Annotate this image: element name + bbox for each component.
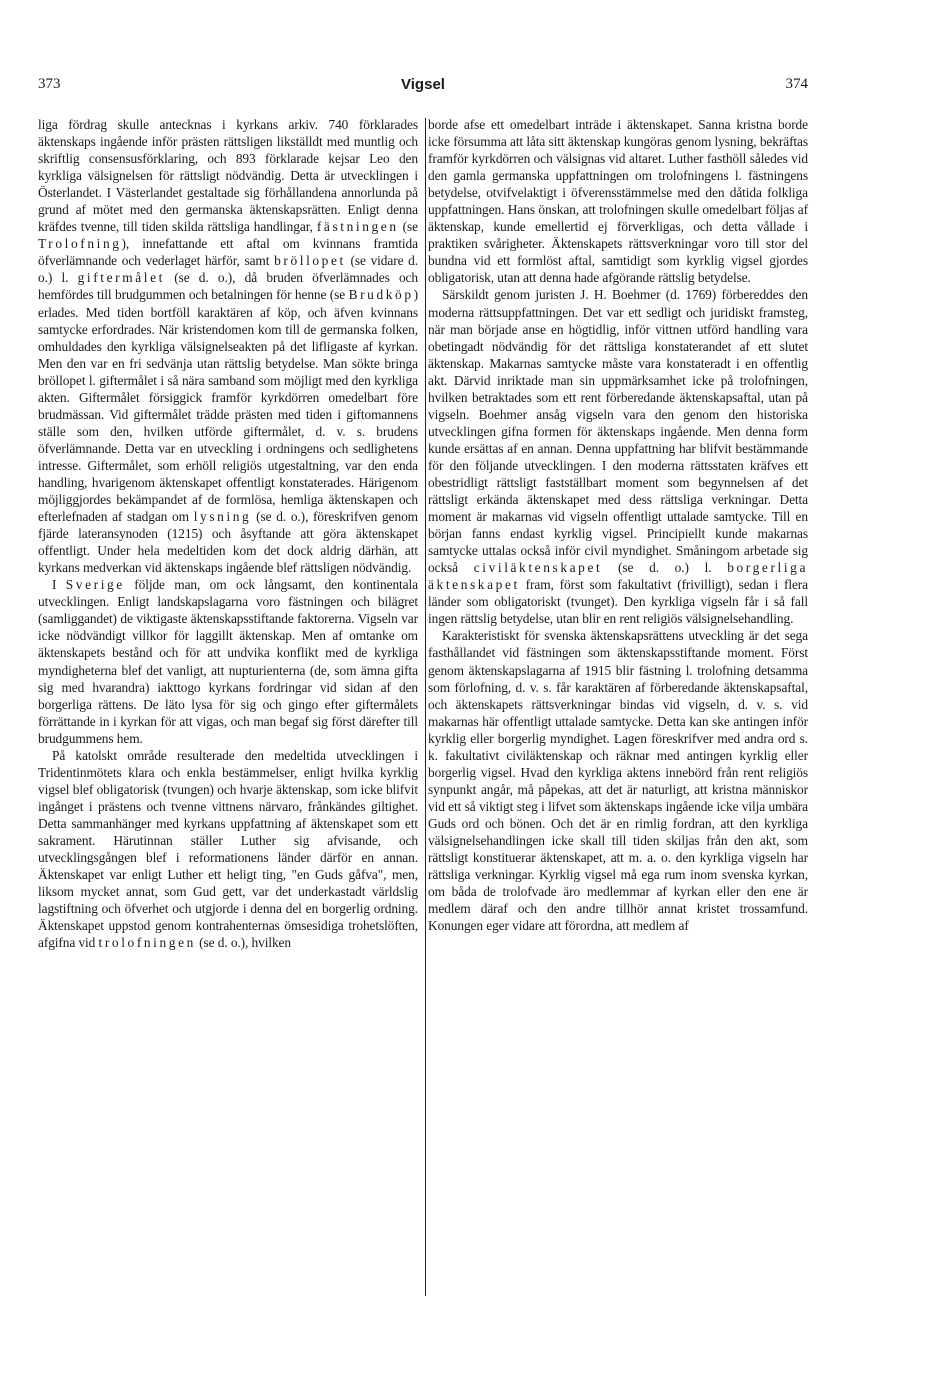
- running-title: Vigsel: [401, 76, 445, 93]
- text-run: (se d. o.), föreskrifven genom fjärde lateransynoden (1215) och åsyftande att göra äktenskapet offentligt. Under hela medeltiden kom det dock aldrig därhän, att kyrkans medverkan vid äktenskaps ingående blef rättsligen nödvändig.: [38, 509, 418, 576]
- text-run: I: [52, 577, 66, 593]
- spaced-term: Trolofning: [38, 236, 122, 252]
- spaced-term: lysning: [193, 509, 252, 525]
- spaced-term: Sverige: [65, 577, 125, 593]
- text-run: (se d. o.) l.: [602, 560, 728, 576]
- page-header: [38, 76, 808, 100]
- spaced-term: trolofningen: [98, 935, 196, 951]
- text-run: Karakteristiskt för svenska äktenskapsrättens utveckling är det sega fasthållandet vid fästningen som äktenskapsstiftande moment. Först genom äktenskapslagarna af 1915 blir fästning l. trolofning detsamma som förlofning, d. v. s. får karaktären af förberedande äktenskapsaftal, och äktenskapets rättsverkningar bindas vid vigseln, d. v. s. vid makarnas här offentligt uttalade samtycke. Detta kan ske antingen inför kyrklig eller borgerlig myndighet. Lagen föreskrifver med andra ord s. k. fakultativt civiläktenskap och räknar med antingen kyrklig eller borgerlig vigsel. Hvad den kyrkliga aktens innebörd från rent religiös synpunkt angår, må påpekas, att det är naturligt, att kristna människor vid ett så viktigt steg i lifvet som äktenskaps ingående icke vilja umbära Guds ord och bönen. Och det är en rimlig fordran, att den kyrkliga välsignelsehandlingen icke skall till tiden skiljas från den akt, som rättsligt konstituerar äktenskapet, att m. a. o. den kyrkliga vigseln har rättsliga verkningar. Kyrklig vigsel må ega rum inom svenska kyrkan, om båda de trolofvade äro medlemmar af kyrkan eller den ene är medlem däraf och den andre tillhör annat kristet trossamfund. Konungen eger vidare att förordna, att medlem af: [428, 628, 808, 934]
- text-run: Särskildt genom juristen J. H. Boehmer (d. 1769) förbereddes den moderna rättsuppfattningen. Det var ett sedligt och juridiskt framsteg, när man började anse en högtidlig, inför vittnen utförd handling vara obetingadt nödvändig för det rättsliga konstaterandet af ett slutet äktenskap. Makarnas samtycke måste vara konstateradt i en offentlig akt. Därvid inriktade man sin uppmärksamhet icke på trolofningen, hvilken betraktades som ett rent förberedande äktenskapsaftal, utan på vigseln. Boehmer ansåg vigseln vara den genom den historiska utvecklingen gifna formen för äktenskaps ingående. Men denna form kunde ersättas af en annan. Denna uppfattning har blifvit bestämmande för den följande utvecklingen. I den moderna rättsstaten kräfves ett obestridligt rättsligt fastställbart moment som begynnelsen af det rättsligt erkända äktenskapet med dess rättsliga verkningar. Detta moment är makarnas vid vigseln offentligt uttalade samtycke. Till en början fanns endast kyrklig vigsel. Principiellt kunde makarnas samtycke uttalas också inför civil myndighet. Småningom arbetade sig också: [428, 287, 808, 576]
- paragraph: [38, 747, 418, 952]
- spaced-term: fästningen: [316, 219, 399, 235]
- text-run: borde afse ett omedelbart inträde i äktenskapet. Sanna kristna borde icke försumma att låta sitt äktenskap kungöras genom lysning, bekräftas framför kyrkdörren och välsignas vid altaret. Luther fasthöll således vid den gamla germanska uppfattningen om trolofningens l. fästningens betydelse, otvifvelaktigt i öfverensstämmelse med den dåtida folkliga uppfattningen. Hans önskan, att trolofningen skulle omedelbart följas af äktenskap, kunde emellertid ej förverkligas, och detta vållade i praktiken svårigheter. Äktenskapets rättsverkningar voro till stor del bundna vid ett formlöst aftal, samtidigt som kyrklig vigsel gjordes obligatorisk, utan att denna hade afgörande rättslig betydelse.: [428, 117, 808, 286]
- text-column-left: [38, 116, 418, 951]
- paragraph: [38, 116, 418, 576]
- paragraph: [38, 576, 418, 746]
- text-run: (se vidare d. o.) l.: [38, 253, 419, 286]
- text-run: följde man, om ock långsamt, den kontinentala utvecklingen. Enligt landskapslagarna voro fästningen och bilägret (samliggandet) de viktigaste äktenskapsstiftande faktorerna. Vigseln var icke nödvändigt villkor för laggillt äktenskap. Men af omtanke om äktenskapets bestånd och för att undvika konflikt med de kyrkliga myndigheterna blef det vanligt, att nupturienterna (de, som ämna gifta sig med hvarandra) iakttogo kyrkans fordringar vid sidan af den borgerliga rättens. De läto lysa för sig och gingo efter giftermålets förrättande in i kyrkan för att vigas, och man begaf sig först därefter till brudgummens hem.: [38, 577, 418, 746]
- spaced-term: borgerliga äktenskapet: [428, 560, 808, 593]
- paragraph: [428, 116, 808, 286]
- text-run: fram, först som fakultativt (frivilligt), sedan i flera länder som obligatoriskt (tvunget). Den kyrkliga vigseln får i så fall ingen rättslig betydelse, utan blir en rent religiös välsignelsehandling.: [428, 577, 808, 627]
- spaced-term: bröllopet: [274, 253, 346, 269]
- text-run: (se d. o.), hvilken: [195, 935, 292, 951]
- text-run: ), innefattande ett aftal om kvinnans framtida öfverlämnande och vederlaget härför, samt: [38, 236, 418, 269]
- spaced-term: giftermålet: [77, 270, 165, 286]
- spaced-term: civiläktenskapet: [473, 560, 603, 576]
- text-run: (se: [398, 219, 419, 235]
- paragraph: [428, 627, 808, 934]
- column-divider: [425, 118, 426, 1296]
- page-number-right: 374: [785, 76, 808, 92]
- text-run: liga fördrag skulle antecknas i kyrkans arkiv. 740 förklarades äktenskaps ingående inför prästen rättsligen likställdt med muntlig och skriftlig consensusförklaring, och 893 förklarade kejsar Leo den kyrkliga välsignelsen för rättsligt nödvändig. Detta är utvecklingen i Österlandet. I Västerlandet gestaltade sig förhållandena annorlunda på grund af mötet med den germanska äktenskapsrätten. Enligt denna kräfdes tvenne, till tiden skilda rättsliga handlingar,: [38, 117, 418, 235]
- text-column-right: [428, 116, 808, 934]
- text-run: På katolskt område resulterade den medeltida utvecklingen i Tridentinmötets klara och enkla bestämmelser, enligt hvilka kyrklig vigsel blef obligatorisk (tvungen) och hvarje äktenskap, som icke blifvit ingånget i prästens och tvenne vittnens närvaro, frånkändes giltighet. Detta sammanhänger med kyrkans uppfattning af äktenskapet som ett sakrament. Härutinnan ställer Luther sig afvisande, och utvecklingsgången blef i reformationens länder därför en annan. Äktenskapet var enligt Luther ett heligt ting, "en Guds gåfva", men, liksom mycket annat, som Gud gett, var det underkastadt världslig lagstiftning och öfverhet och utgjorde i denna del en borgerlig ordning. Äktenskapet uppstod genom kontrahenternas ömsesidiga trohetslöften, afgifna vid: [38, 747, 418, 951]
- text-run: ) erlades. Med tiden bortföll karaktären af köp, och äfven kvinnans samtycke erfordrades. När kristendomen kom till de germanska folken, omhuldades den kyrkliga välsignelseakten på det lifligaste af kyrkan. Men den var en fri sedvänja utan rättslig betydelse. Man sökte bringa bröllopet l. giftermålet i så nära samband som möjligt med den kyrkliga akten. Giftermålet försiggick framför kyrkdörren omedelbart före brudmässan. Vid giftermålet trädde prästen med tiden i giftomannens ställe som den, hvilken utförde giftermålet, d. v. s. brudens öfverlämnande. Detta var en utveckling i ordningens och sedlighetens intresse. Giftermålet, som erhöll religiös utgestaltning, var den enda handling, hvarigenom äktenskapet offentligt konstaterades. Härigenom möjliggjordes bekämpandet af de formlösa, hemliga äktenskapen och efterlefnaden af stadgan om: [38, 287, 418, 525]
- paragraph: [428, 286, 808, 627]
- text-run: (se d. o.), då bruden öfverlämnades och hemfördes till brudgummen och betalningen för henne (se: [38, 270, 418, 303]
- spaced-term: Brudköp: [348, 287, 414, 303]
- page-number-left: 373: [38, 76, 61, 92]
